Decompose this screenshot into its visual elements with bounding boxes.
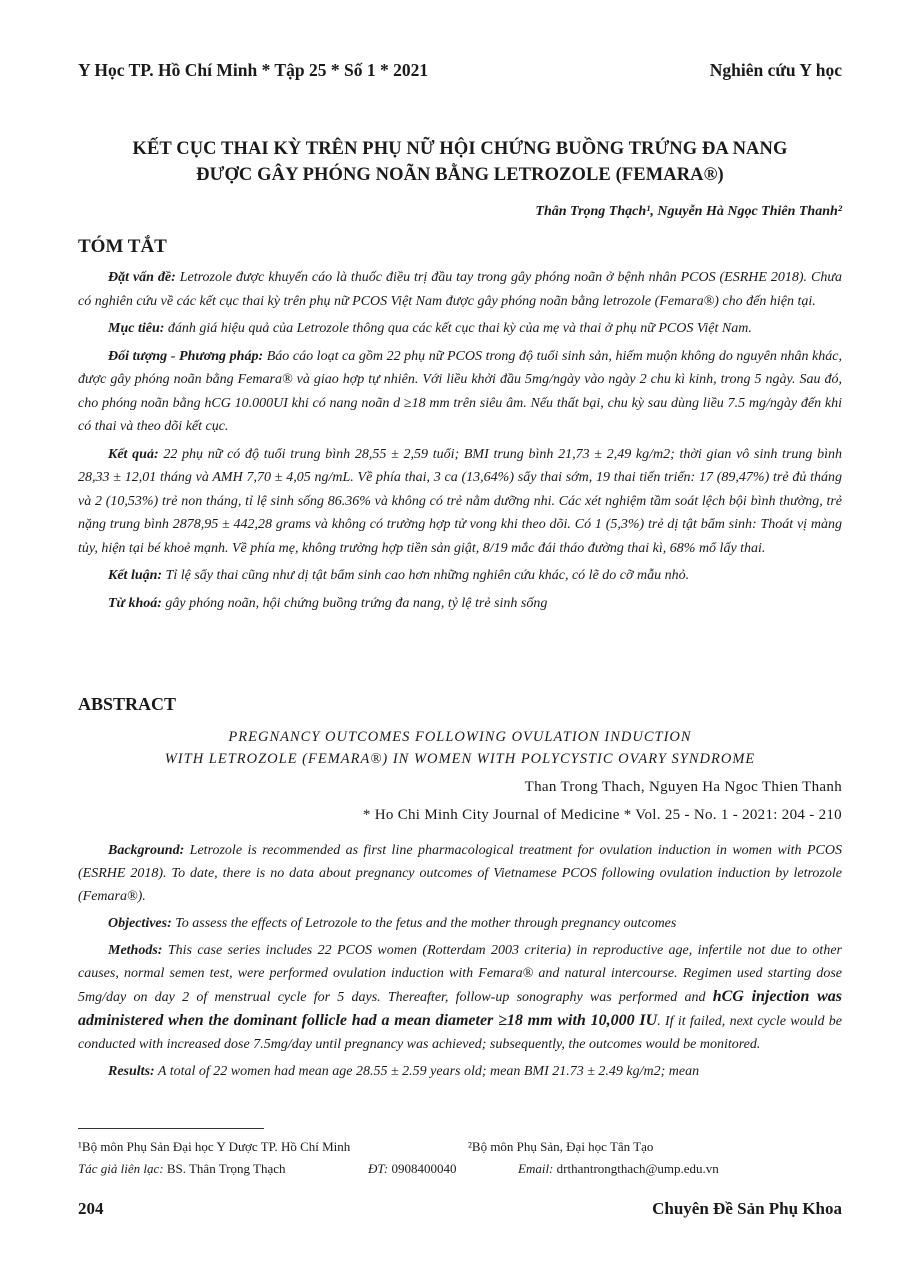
background-label: Background:	[108, 843, 185, 858]
para-label: Kết quả:	[108, 446, 159, 462]
para-text: 22 phụ nữ có độ tuổi trung bình 28,55 ± 2,59 tuổi; BMI trung bình 21,73 ± 2,49 kg/m2; thời gian vô sinh trung bình 28,33 ± 12,01 tháng và AMH 7,70 ± 4,05 ng/mL. Về phía thai, 3 ca (13,64%) sẩy thai sớm, 19 thai tiến triển: 17 (89,47%) trẻ đủ tháng và 2 (10,53%) trẻ non tháng, tỉ lệ sinh sống 86.36% và không có trẻ nằm dưỡng nhi. Các xét nghiệm tầm soát lệch bội bình thường, trẻ nặng trung bình 2878,95 ± 442,28 grams và không có trường hợp tử vong khi theo dõi. Có 1 (5,3%) trẻ dị tật bẩm sinh: Thoát vị màng tủy, hiện tại bé khoẻ mạnh. Về phía mẹ, không trường hợp tiền sản giật, 8/19 mắc đái tháo đường thai kì, 68% mổ lấy thai.	[78, 446, 842, 556]
email-info	[518, 1161, 719, 1177]
para-label: Đặt vấn đề:	[108, 270, 176, 285]
contact-line	[78, 1161, 842, 1177]
para-text: gây phóng noãn, hội chứng buồng trứng đa nang, tỷ lệ trẻ sinh sống	[161, 595, 548, 611]
objectives-text: To assess the effects of Letrozole to the fetus and the mother through pregnancy outcomes	[171, 916, 677, 931]
phone-label: ĐT:	[368, 1161, 389, 1176]
summary-paragraph	[78, 266, 842, 313]
methods-label: Methods:	[108, 943, 163, 958]
email-label: Email:	[518, 1161, 554, 1176]
background-paragraph	[78, 839, 842, 908]
abstract-title-line-2: WITH LETROZOLE (FEMARA®) IN WOMEN WITH POLYCYSTIC OVARY SYNDROME	[164, 751, 756, 767]
journal-header: Y Học TP. Hồ Chí Minh * Tập 25 * Số 1 * 2021	[78, 60, 429, 80]
para-label: Từ khoá:	[108, 595, 162, 611]
summary-paragraph	[78, 345, 842, 439]
summary-body	[78, 266, 842, 619]
title-line-1: KẾT CỤC THAI KỲ TRÊN PHỤ NỮ HỘI CHỨNG BUỒNG TRỨNG ĐA NANG	[132, 139, 788, 159]
para-text: Báo cáo loạt ca gồm 22 phụ nữ PCOS trong độ tuổi sinh sản, hiếm muộn không do nguyên nhân khác, được gây phóng noãn bằng Femara® và giao hợp tự nhiên. Với liều khởi đầu 5mg/ngày vào ngày 2 chu kì kinh, trong 5 ngày. Sau đó, cho phóng noãn bằng hCG 10.000UI khi có nang noãn d ≥18 mm trên siêu âm. Nếu thất bại, chu kỳ sau dùng liều 7.5 mg/ngày đến khi có thai và theo dõi kết cục.	[78, 348, 842, 434]
abstract-heading: ABSTRACT	[78, 694, 177, 714]
email-address: drthantrongthach@ump.edu.vn	[553, 1161, 719, 1176]
page-number: 204	[78, 1199, 104, 1218]
article-title	[78, 136, 842, 188]
objectives-paragraph	[78, 912, 842, 935]
abstract-citation: * Ho Chi Minh City Journal of Medicine * Vol. 25 - No. 1 - 2021: 204 - 210	[362, 807, 842, 823]
section-header: Nghiên cứu Y học	[709, 60, 842, 80]
methods-text: This case series includes 22 PCOS women (Rotterdam 2003 criteria) in reproductive age, infertile not due to other causes, normal semen test, were performed ovulation induction with Femara® and natural intercourse. Regimen used starting dose 5mg/day on day 2 of menstrual cycle for 5 days. Thereafter, follow-up sonography was performed and	[78, 943, 842, 1005]
para-label: Kết luận:	[108, 568, 163, 583]
affiliation-1: ¹Bộ môn Phụ Sản Đại học Y Dược TP. Hồ Chí Minh	[78, 1139, 351, 1154]
abstract-title-line-1: PREGNANCY OUTCOMES FOLLOWING OVULATION INDUCTION	[228, 729, 692, 745]
authors: Thân Trọng Thạch¹, Nguyễn Hà Ngọc Thiên Thanh²	[535, 204, 842, 219]
para-label: Mục tiêu:	[108, 321, 165, 336]
affiliations	[78, 1139, 654, 1155]
results-text: A total of 22 women had mean age 28.55 ± 2.59 years old; mean BMI 21.73 ± 2.49 kg/m2; mean	[154, 1064, 700, 1079]
running-header	[78, 60, 842, 86]
results-paragraph	[78, 1060, 842, 1083]
objectives-label: Objectives:	[108, 916, 172, 931]
contact-name: BS. Thân Trọng Thạch	[163, 1161, 286, 1176]
affiliation-2: ²Bộ môn Phụ Sản, Đại học Tân Tạo	[468, 1139, 654, 1154]
contact-label: Tác giả liên lạc:	[78, 1161, 164, 1176]
summary-paragraph	[78, 443, 842, 561]
methods-paragraph	[78, 939, 842, 1056]
summary-paragraph	[78, 317, 842, 341]
para-label: Đối tượng - Phương pháp:	[108, 348, 264, 364]
background-text: Letrozole is recommended as first line pharmacological treatment for ovulation induction in women with PCOS (ESRHE 2018). To date, there is no data about pregnancy outcomes of Vietnamese PCOS following ovulation induction by letrozole (Femara®).	[78, 843, 842, 904]
phone-info	[368, 1161, 456, 1177]
para-text: Letrozole được khuyến cáo là thuốc điều trị đầu tay trong gây phóng noãn ở bệnh nhân PCOS (ESRHE 2018). Chưa có nghiên cứu về các kết cục thai kỳ trên phụ nữ PCOS Việt Nam được gây phóng noãn bằng letrozole (Femara®) cho đến hiện tại.	[78, 270, 842, 309]
footer-journal-section: Chuyên Đề Sản Phụ Khoa	[652, 1199, 842, 1218]
para-text: Tỉ lệ sẩy thai cũng như dị tật bẩm sinh cao hơn những nghiên cứu khác, có lẽ do cỡ mẫu nhỏ.	[162, 568, 690, 583]
methods-text-end: . If it failed, next cycle would be conducted with increased dose 7.5mg/day until pregnancy was achieved; subsequently, the outcomes would be monitored.	[78, 1014, 843, 1052]
methods-highlight: hCG injection was administered when the dominant follicle had a mean diameter ≥18 mm with 10,000 IU	[78, 988, 843, 1029]
results-label: Results:	[108, 1064, 155, 1079]
summary-paragraph	[78, 592, 842, 616]
summary-paragraph	[78, 564, 842, 588]
footnote-rule	[78, 1128, 264, 1129]
abstract-title	[78, 726, 842, 770]
para-text: đánh giá hiệu quả của Letrozole thông qua các kết cục thai kỳ của mẹ và thai ở phụ nữ PCOS Việt Nam.	[164, 321, 752, 336]
abstract-body	[78, 839, 842, 1087]
abstract-authors: Than Trong Thach, Nguyen Ha Ngoc Thien Thanh	[524, 779, 842, 795]
paper-page	[78, 0, 842, 1279]
summary-heading: TÓM TẮT	[78, 236, 167, 257]
phone-number: 0908400040	[388, 1161, 457, 1176]
title-line-2: ĐƯỢC GÂY PHÓNG NOÃN BẰNG LETROZOLE (FEMARA®)	[196, 165, 724, 185]
